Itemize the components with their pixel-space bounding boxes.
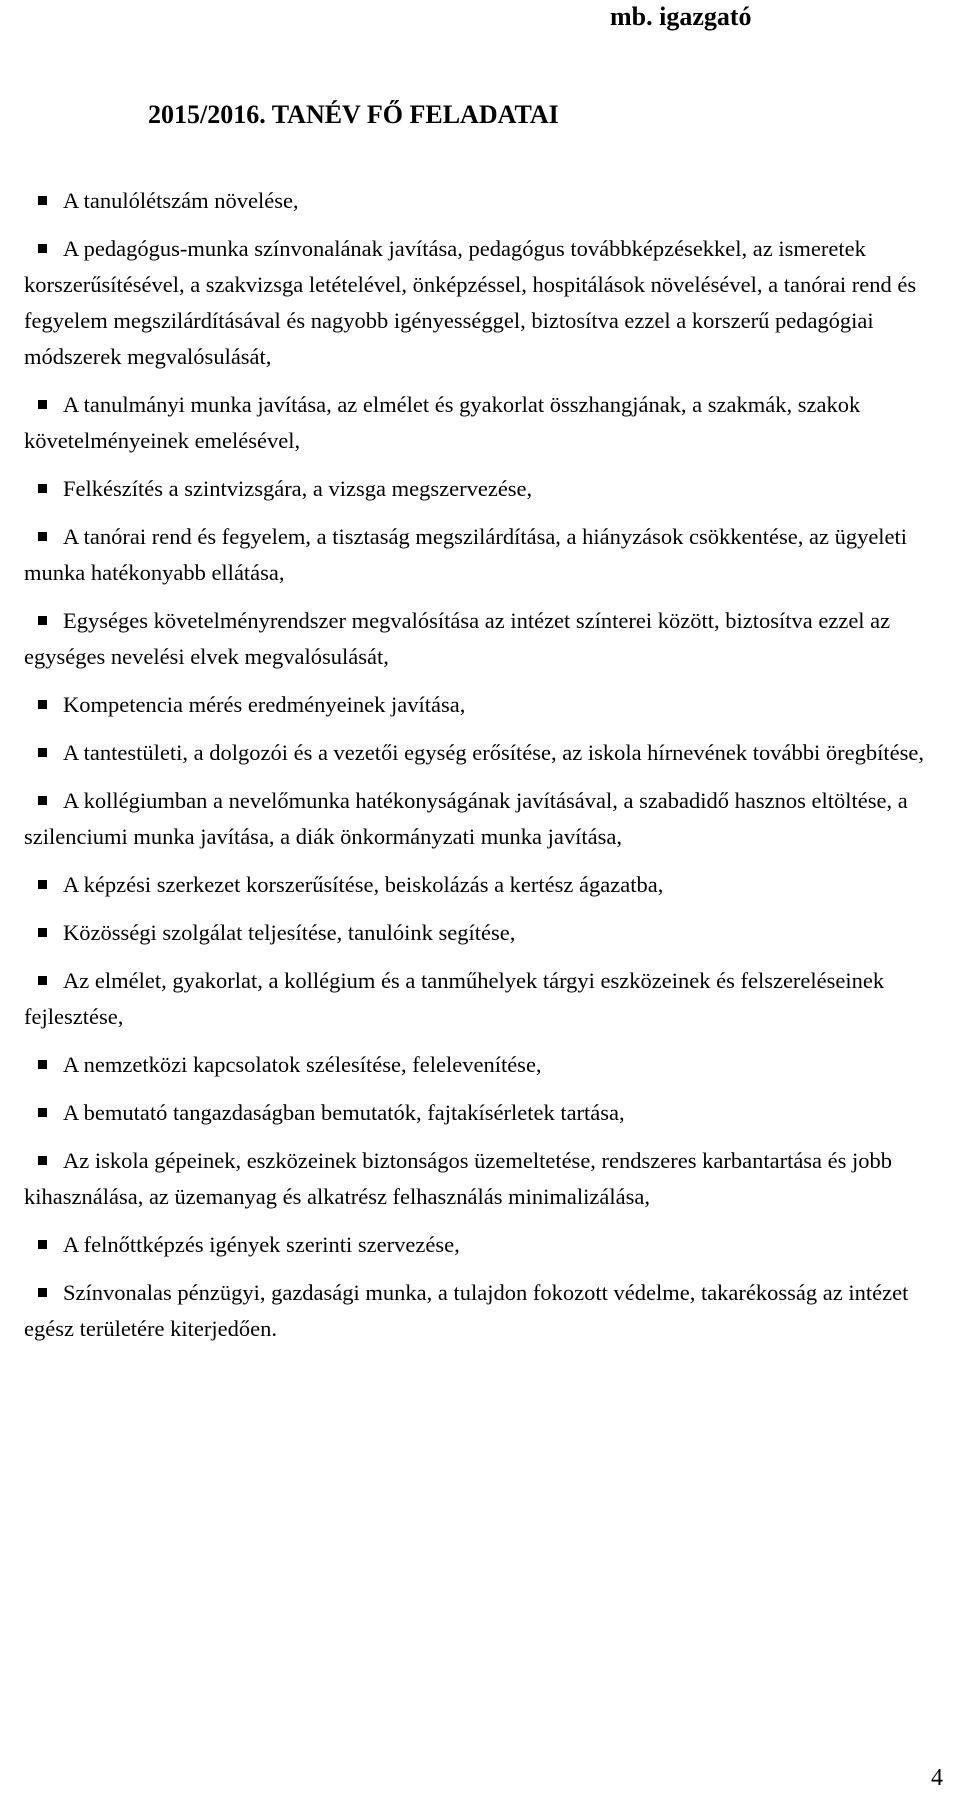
task-text: Színvonalas pénzügyi, gazdasági munka, a tulajdon fokozott védelme, takarékosság az intézet egész területére kiterjedően. [24,1280,909,1341]
task-item [24,1275,934,1347]
task-item [24,1047,934,1083]
task-item [24,915,934,951]
task-item [24,687,934,723]
task-item [24,867,934,903]
task-text: A kollégiumban a nevelőmunka hatékonyságának javításával, a szabadidő hasznos eltöltése, a szilenciumi munka javítása, a diák önkormányzati munka javítása, [24,788,908,849]
page-title: 2015/2016. TANÉV FŐ FELADATAI [148,100,559,129]
square-bullet-icon [38,616,47,625]
task-list [24,183,934,1359]
task-item [24,387,934,459]
page-number: 4 [931,1765,943,1791]
square-bullet-icon [38,796,47,805]
square-bullet-icon [38,1156,47,1165]
task-text: Felkészítés a szintvizsgára, a vizsga megszervezése, [63,476,533,501]
task-text: Az elmélet, gyakorlat, a kollégium és a tanműhelyek tárgyi eszközeinek és felszereléseinek fejlesztése, [24,968,885,1029]
task-text: A felnőttképzés igények szerinti szervezése, [63,1232,460,1257]
square-bullet-icon [38,1108,47,1117]
square-bullet-icon [38,928,47,937]
task-text: Egységes követelményrendszer megvalósítása az intézet színterei között, biztosítva ezzel az egységes nevelési elvek megvalósulását, [24,608,891,669]
task-text: A tanulmányi munka javítása, az elmélet és gyakorlat összhangjának, a szakmák, szakok követelményeinek emelésével, [24,392,861,453]
task-item [24,603,934,675]
task-text: A bemutató tangazdaságban bemutatók, fajtakísérletek tartása, [63,1100,625,1125]
task-text: Kompetencia mérés eredményeinek javítása, [63,692,466,717]
task-text: A képzési szerkezet korszerűsítése, beiskolázás a kertész ágazatba, [63,872,664,897]
square-bullet-icon [38,1288,47,1297]
square-bullet-icon [38,1240,47,1249]
task-text: A tanórai rend és fegyelem, a tisztaság megszilárdítása, a hiányzások csökkentése, az ügyeleti munka hatékonyabb ellátása, [24,524,908,585]
square-bullet-icon [38,484,47,493]
task-item [24,231,934,375]
square-bullet-icon [38,700,47,709]
task-item [24,963,934,1035]
task-item [24,519,934,591]
square-bullet-icon [38,196,47,205]
task-text: A pedagógus-munka színvonalának javítása, pedagógus továbbképzésekkel, az ismeretek korszerűsítésével, a szakvizsga letételével, önképzéssel, hospitálások növelésével, a tanórai rend és fegyelem megszilárdításával és nagyobb igényességgel, biztosítva ezzel a korszerű pedagógiai módszerek megvalósulását, [24,236,917,369]
task-item [24,1227,934,1263]
task-text: Az iskola gépeinek, eszközeinek biztonságos üzemeltetése, rendszeres karbantartása és jobb kihasználása, az üzemanyag és alkatrész felhasználás minimalizálása, [24,1148,893,1209]
task-item [24,471,934,507]
task-text: A tantestületi, a dolgozói és a vezetői egység erősítése, az iskola hírnevének további öregbítése, [63,740,924,765]
task-item [24,735,934,771]
square-bullet-icon [38,976,47,985]
square-bullet-icon [38,1060,47,1069]
author-role: mb. igazgató [610,2,752,31]
task-text: A tanulólétszám növelése, [63,188,299,213]
square-bullet-icon [38,748,47,757]
task-item [24,183,934,219]
task-item [24,1095,934,1131]
square-bullet-icon [38,532,47,541]
task-item [24,783,934,855]
square-bullet-icon [38,400,47,409]
task-text: A nemzetközi kapcsolatok szélesítése, felelevenítése, [63,1052,542,1077]
square-bullet-icon [38,244,47,253]
task-text: Közösségi szolgálat teljesítése, tanulóink segítése, [63,920,516,945]
task-item [24,1143,934,1215]
square-bullet-icon [38,880,47,889]
